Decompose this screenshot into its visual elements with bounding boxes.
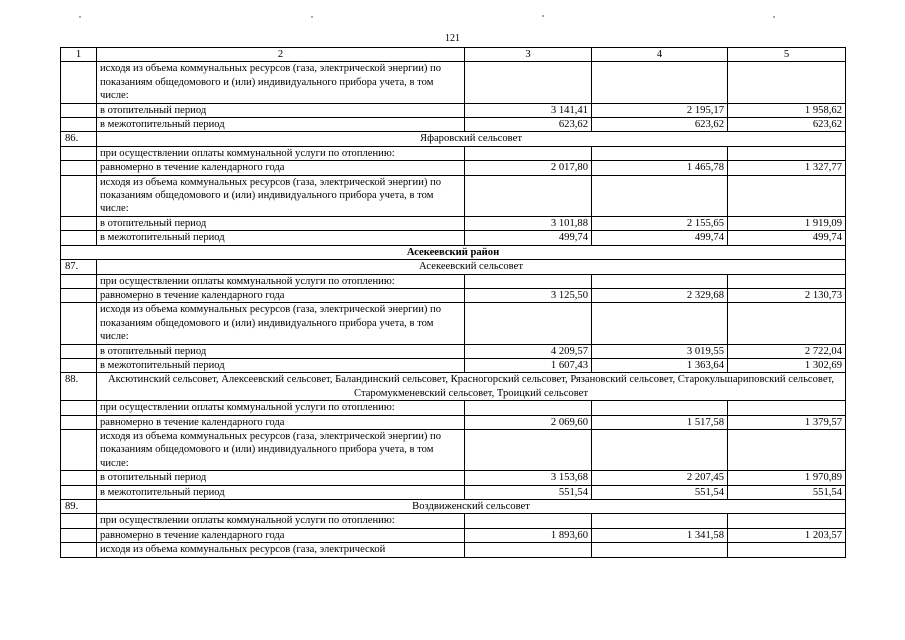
page-number: 121	[445, 33, 460, 44]
value-cell-col5	[728, 62, 846, 103]
scan-speck	[773, 16, 775, 18]
table-row	[61, 401, 846, 415]
value-cell-col4	[592, 543, 728, 557]
value-cell-col3	[465, 175, 592, 216]
section-number: 87.	[61, 260, 97, 274]
value-cell-col3: 2 017,80	[465, 161, 592, 175]
table-row	[61, 288, 846, 302]
table-row	[61, 358, 846, 372]
description-cell: в отопительный период	[97, 103, 465, 117]
value-cell-col5	[728, 514, 846, 528]
value-cell-col4: 1 465,78	[592, 161, 728, 175]
description-cell: при осуществлении оплаты коммунальной услуги по отоплению:	[97, 514, 465, 528]
number-cell	[61, 62, 97, 103]
value-cell-col5: 623,62	[728, 118, 846, 132]
value-cell-col4: 1 517,58	[592, 415, 728, 429]
number-cell	[61, 344, 97, 358]
description-cell: в межотопительный период	[97, 485, 465, 499]
value-cell-col3: 551,54	[465, 485, 592, 499]
number-cell	[61, 429, 97, 470]
value-cell-col4	[592, 401, 728, 415]
table-row	[61, 216, 846, 230]
description-cell: в межотопительный период	[97, 358, 465, 372]
description-cell: исходя из объема коммунальных ресурсов (газа, электрической энергии) по показаниям общедомового и (или) индивидуального прибора учета, в том числе:	[97, 62, 465, 103]
value-cell-col4	[592, 429, 728, 470]
number-cell	[61, 118, 97, 132]
value-cell-col5	[728, 175, 846, 216]
description-cell: исходя из объема коммунальных ресурсов (газа, электрической энергии) по показаниям общедомового и (или) индивидуального прибора учета, в том числе:	[97, 175, 465, 216]
section-title: Аксютинский сельсовет, Алексеевский сельсовет, Баландинский сельсовет, Красногорский сельсовет, Рязановский сельсовет, Старокульшариповский сельсовет, Старомукменевский сельсовет, Троицкий сельсовет	[97, 373, 846, 401]
table-row	[61, 231, 846, 245]
value-cell-col4	[592, 303, 728, 344]
header-cell: 2	[97, 48, 465, 62]
table-body	[61, 62, 846, 557]
value-cell-col3: 499,74	[465, 231, 592, 245]
value-cell-col5	[728, 303, 846, 344]
section-number: 89.	[61, 500, 97, 514]
value-cell-col5: 1 203,57	[728, 528, 846, 542]
description-cell: при осуществлении оплаты коммунальной услуги по отоплению:	[97, 146, 465, 160]
header-cell: 5	[728, 48, 846, 62]
value-cell-col4: 2 155,65	[592, 216, 728, 230]
value-cell-col5	[728, 429, 846, 470]
number-cell	[61, 401, 97, 415]
number-cell	[61, 175, 97, 216]
value-cell-col3	[465, 303, 592, 344]
value-cell-col5: 2 722,04	[728, 344, 846, 358]
value-cell-col5	[728, 401, 846, 415]
value-cell-col3	[465, 401, 592, 415]
table-row	[61, 274, 846, 288]
header-row	[61, 48, 846, 62]
number-cell	[61, 485, 97, 499]
description-cell: при осуществлении оплаты коммунальной услуги по отоплению:	[97, 401, 465, 415]
value-cell-col3: 1 893,60	[465, 528, 592, 542]
number-cell	[61, 303, 97, 344]
table-row	[61, 415, 846, 429]
description-cell: исходя из объема коммунальных ресурсов (газа, электрической энергии) по показаниям общедомового и (или) индивидуального прибора учета, в том числе:	[97, 429, 465, 470]
value-cell-col4: 2 207,45	[592, 471, 728, 485]
scan-speck	[311, 16, 313, 18]
value-cell-col3: 3 153,68	[465, 471, 592, 485]
section-number: 88.	[61, 373, 97, 401]
value-cell-col5: 1 327,77	[728, 161, 846, 175]
value-cell-col5: 1 970,89	[728, 471, 846, 485]
description-cell: при осуществлении оплаты коммунальной услуги по отоплению:	[97, 274, 465, 288]
description-cell: в межотопительный период	[97, 118, 465, 132]
value-cell-col3	[465, 62, 592, 103]
section-title: Яфаровский сельсовет	[97, 132, 846, 146]
section-title: Асекеевский сельсовет	[97, 260, 846, 274]
section-title: Воздвиженский сельсовет	[97, 500, 846, 514]
description-cell: исходя из объема коммунальных ресурсов (газа, электрической энергии) по показаниям общедомового и (или) индивидуального прибора учета, в том числе:	[97, 303, 465, 344]
section-row	[61, 132, 846, 146]
table-row	[61, 543, 846, 557]
value-cell-col5	[728, 274, 846, 288]
table-row	[61, 303, 846, 344]
header-cell: 4	[592, 48, 728, 62]
district-row	[61, 245, 846, 259]
value-cell-col4: 1 341,58	[592, 528, 728, 542]
tariff-table	[60, 47, 846, 558]
value-cell-col3	[465, 514, 592, 528]
value-cell-col4	[592, 62, 728, 103]
value-cell-col5: 499,74	[728, 231, 846, 245]
value-cell-col3: 1 607,43	[465, 358, 592, 372]
description-cell: исходя из объема коммунальных ресурсов (газа, электрической	[97, 543, 465, 557]
value-cell-col3: 4 209,57	[465, 344, 592, 358]
value-cell-col4: 1 363,64	[592, 358, 728, 372]
description-cell: в отопительный период	[97, 471, 465, 485]
value-cell-col4	[592, 514, 728, 528]
number-cell	[61, 415, 97, 429]
value-cell-col5: 1 919,09	[728, 216, 846, 230]
number-cell	[61, 146, 97, 160]
description-cell: в межотопительный период	[97, 231, 465, 245]
value-cell-col3	[465, 274, 592, 288]
value-cell-col5: 1 958,62	[728, 103, 846, 117]
value-cell-col5: 551,54	[728, 485, 846, 499]
number-cell	[61, 231, 97, 245]
value-cell-col4: 499,74	[592, 231, 728, 245]
district-title: Асекеевский район	[61, 245, 846, 259]
scan-speck	[542, 15, 544, 17]
number-cell	[61, 103, 97, 117]
number-cell	[61, 274, 97, 288]
description-cell: равномерно в течение календарного года	[97, 161, 465, 175]
value-cell-col4	[592, 274, 728, 288]
description-cell: равномерно в течение календарного года	[97, 415, 465, 429]
table-row	[61, 514, 846, 528]
value-cell-col4: 2 329,68	[592, 288, 728, 302]
value-cell-col5	[728, 543, 846, 557]
table-row	[61, 146, 846, 160]
number-cell	[61, 288, 97, 302]
table-row	[61, 161, 846, 175]
value-cell-col5: 1 379,57	[728, 415, 846, 429]
value-cell-col5: 2 130,73	[728, 288, 846, 302]
value-cell-col4	[592, 146, 728, 160]
value-cell-col3: 623,62	[465, 118, 592, 132]
number-cell	[61, 471, 97, 485]
description-cell: равномерно в течение календарного года	[97, 528, 465, 542]
value-cell-col3: 3 125,50	[465, 288, 592, 302]
description-cell: в отопительный период	[97, 216, 465, 230]
table-row	[61, 485, 846, 499]
value-cell-col4: 3 019,55	[592, 344, 728, 358]
number-cell	[61, 543, 97, 557]
number-cell	[61, 161, 97, 175]
value-cell-col5: 1 302,69	[728, 358, 846, 372]
value-cell-col5	[728, 146, 846, 160]
value-cell-col4	[592, 175, 728, 216]
value-cell-col4: 551,54	[592, 485, 728, 499]
number-cell	[61, 514, 97, 528]
section-row	[61, 500, 846, 514]
section-row	[61, 373, 846, 401]
value-cell-col4: 623,62	[592, 118, 728, 132]
table-row	[61, 103, 846, 117]
table-row	[61, 528, 846, 542]
table-row	[61, 175, 846, 216]
table-row	[61, 62, 846, 103]
table-row	[61, 344, 846, 358]
table-row	[61, 118, 846, 132]
number-cell	[61, 216, 97, 230]
value-cell-col3: 3 141,41	[465, 103, 592, 117]
section-row	[61, 260, 846, 274]
header-cell: 3	[465, 48, 592, 62]
value-cell-col3	[465, 429, 592, 470]
number-cell	[61, 358, 97, 372]
value-cell-col3	[465, 146, 592, 160]
description-cell: равномерно в течение календарного года	[97, 288, 465, 302]
number-cell	[61, 528, 97, 542]
header-cell: 1	[61, 48, 97, 62]
value-cell-col3: 3 101,88	[465, 216, 592, 230]
description-cell: в отопительный период	[97, 344, 465, 358]
scan-speck	[79, 16, 81, 18]
value-cell-col3	[465, 543, 592, 557]
table-row	[61, 471, 846, 485]
table-row	[61, 429, 846, 470]
section-number: 86.	[61, 132, 97, 146]
value-cell-col3: 2 069,60	[465, 415, 592, 429]
value-cell-col4: 2 195,17	[592, 103, 728, 117]
